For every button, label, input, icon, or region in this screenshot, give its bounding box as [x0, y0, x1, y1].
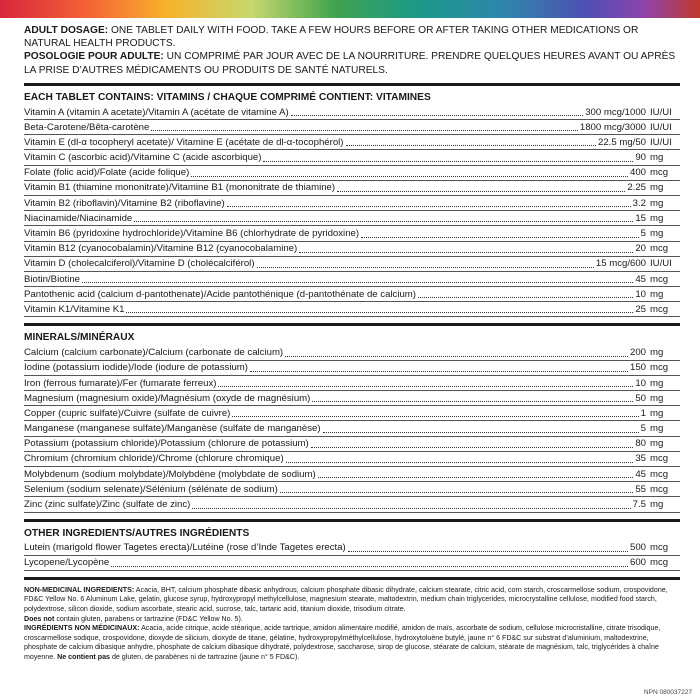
- leader-dots: [218, 386, 633, 387]
- ingredient-amount: 200: [629, 347, 646, 359]
- ingredient-unit: mcg: [650, 468, 669, 480]
- ingredient-name: Molybdenum (sodium molybdate)/Molybdène (molybdate de sodium): [24, 468, 316, 480]
- ingredient-name: Manganese (manganese sulfate)/Manganèse (sulfate de manganèse): [24, 423, 321, 435]
- ingredient-unit: mg: [650, 228, 664, 239]
- ingredient-name: Vitamin A (vitamin A acetate)/Vitamin A (acétate de vitamine A): [24, 106, 289, 118]
- ingredient-row: [24, 302, 680, 317]
- leader-dots: [286, 462, 634, 463]
- adult-dosage: [24, 24, 680, 50]
- ingredient-unit: mcg: [650, 453, 669, 465]
- ingredient-row: [24, 556, 680, 571]
- ingredient-name: Zinc (zinc sulfate)/Zinc (sulfate de zinc): [24, 499, 191, 510]
- ingredient-name: Vitamin B2 (riboflavin)/Vitamine B2 (riboflavine): [24, 197, 225, 209]
- leader-dots: [82, 282, 633, 283]
- inm-text: Acacia, acide citrique, acide stéarique, acide tartrique, amidon alimentaire modifié, amidon de maïs, ascorbate de sodium, cellulose microcristalline, citrate trisodique, croscarmellose sodique, crospovidone, dioxyde de silicium, dioxyde de titane, gélatine, hydroxypropylméthylcellulose, hydroxytoluène butylé, jaune n° 6 FD&C sur substrat d’aluminium, maltodextrine, phosphate de calcium dibasique anhydre, phosphate de calcium dibasique dihydraté, polydextrose, saccharose, sirop de glucose, stéarate de calcium, stéarate de magnésium, talc, triglycérides à chaîne moyenne.: [24, 624, 661, 662]
- ingredient-row: [24, 226, 680, 241]
- leader-dots: [291, 115, 584, 116]
- free-text: contain gluten, parabens or tartrazine (FD&C Yellow No. 5).: [54, 614, 243, 623]
- ingredient-name: Folate (folic acid)/Folate (acide folique): [24, 167, 190, 179]
- ingredient-unit: mg: [650, 197, 664, 209]
- ingredient-row: [24, 135, 680, 150]
- ingredient-amount: 7.5: [632, 499, 646, 510]
- leader-dots: [126, 312, 633, 313]
- ingredient-amount: 5: [640, 423, 646, 435]
- ingredient-amount: 10: [635, 288, 646, 300]
- ingredient-amount: 600: [629, 557, 646, 569]
- leader-dots: [285, 356, 628, 357]
- leader-dots: [250, 371, 628, 372]
- ingredient-name: Vitamin B1 (thiamine mononitrate)/Vitamine B1 (mononitrate de thiamine): [24, 182, 336, 194]
- ingredient-row: [24, 272, 680, 287]
- non-medicinal-ingredients: [24, 586, 680, 663]
- ingredient-row: [24, 421, 680, 436]
- ingredient-name: Vitamin E (dl-α tocopheryl acetate)/ Vitamine E (acétate de dl-α-tocophérol): [24, 136, 344, 148]
- ingredient-row: [24, 497, 680, 512]
- leader-dots: [348, 551, 628, 552]
- nmi-text: Acacia, BHT, calcium phosphate dibasic anhydrous, calcium phosphate dibasic dihydrate, calcium stearate, citric acid, corn starch, croscarmellose sodium, crospovidone, FD&C Yellow No. 6 Aluminum Lake, gelatin, glucose syrup, hydroxypropyl methylcellulose, magnesium stearate, maltodextrin, medium chain triglycerides, microcrystalline cellulose, modified food starch, polydextrose, silicon dioxide, sodium ascorbate, stearic acid, sucrose, talc, tartaric acid, titanium dioxide, trisodium citrate.: [24, 585, 668, 614]
- ingredient-amount: 45: [635, 468, 646, 480]
- ingredient-row: [24, 452, 680, 467]
- ingredient-name: Vitamin K1/Vitamine K1: [24, 303, 125, 315]
- divider: [24, 519, 680, 522]
- ingredient-row: [24, 211, 680, 226]
- ingredient-name: Beta-Carotene/Bêta-carotène: [24, 121, 150, 133]
- vitamins-table: [24, 105, 680, 318]
- ingredient-row: [24, 196, 680, 211]
- ingredient-unit: mg: [650, 392, 664, 404]
- ingredient-unit: mcg: [650, 557, 669, 569]
- ingredient-amount: 400: [629, 167, 646, 179]
- ingredient-unit: IU/UI: [650, 258, 672, 270]
- ingredient-name: Magnesium (magnesium oxide)/Magnésium (oxyde de magnésium): [24, 392, 311, 404]
- ingredient-row: [24, 541, 680, 556]
- leader-dots: [280, 492, 633, 493]
- leader-dots: [299, 252, 633, 253]
- leader-dots: [257, 267, 594, 268]
- divider: [24, 83, 680, 86]
- ingredient-name: Biotin/Biotine: [24, 273, 80, 285]
- ingredient-row: [24, 467, 680, 482]
- leader-dots: [134, 221, 633, 222]
- ingredient-name: Selenium (sodium selenate)/Sélénium (sélénate de sodium): [24, 483, 278, 495]
- ingredient-name: Potassium (potassium chloride)/Potassium (chlorure de potassium): [24, 438, 309, 450]
- ingredient-amount: 45: [635, 273, 646, 285]
- nmi-label: NON-MEDICINAL INGREDIENTS:: [24, 585, 135, 594]
- dosage-en-label: ADULT DOSAGE:: [24, 25, 109, 36]
- ingredient-amount: 80: [635, 438, 646, 450]
- leader-dots: [311, 447, 634, 448]
- ingredient-unit: mg: [650, 152, 664, 164]
- inm-label: INGRÉDIENTS NON MÉDICINAUX:: [24, 624, 140, 633]
- leader-dots: [346, 145, 596, 146]
- ingredient-name: Vitamin D (cholecalciferol)/Vitamine D (cholécalciférol): [24, 258, 255, 270]
- ingredient-name: Pantothenic acid (calcium d-pantothenate)/Acide pantothénique (d-pantothénate de calcium): [24, 288, 416, 300]
- ingredient-unit: mcg: [650, 243, 669, 255]
- leader-dots: [361, 237, 639, 238]
- free-label: Does not: [24, 614, 55, 623]
- ingredient-name: Copper (cupric sulfate)/Cuivre (sulfate de cuivre): [24, 407, 231, 419]
- ingredient-amount: 10: [635, 377, 646, 389]
- ingredient-row: [24, 361, 680, 376]
- ingredient-name: Lutein (marigold flower Tagetes erecta)/Lutéine (rose d’Inde Tagetes erecta): [24, 542, 346, 554]
- ingredient-unit: mg: [650, 347, 664, 359]
- minerals-title: MINERALS/MINÉRAUX: [24, 332, 135, 344]
- ingredient-row: [24, 105, 680, 120]
- ingredient-name: Calcium (calcium carbonate)/Calcium (carbonate de calcium): [24, 347, 284, 359]
- leader-dots: [337, 191, 625, 192]
- ingredient-unit: mcg: [650, 303, 669, 315]
- ingredient-amount: 150: [629, 362, 646, 374]
- ingredient-name: Lycopene/Lycopène: [24, 557, 110, 569]
- minerals-table: [24, 345, 680, 512]
- leader-dots: [312, 401, 633, 402]
- divider: [24, 323, 680, 326]
- leader-dots: [263, 161, 633, 162]
- ingredient-row: [24, 166, 680, 181]
- ingredient-amount: 15 mcg/600: [595, 258, 646, 270]
- dosage-fr-text: UN COMPRIMÉ PAR JOUR AVEC DE LA NOURRITURE. PRENDRE QUELQUES HEURES AVANT OU APRÈS LA PRISE D’AUTRES MÉDICAMENTS OU PRODUITS DE SANTÉ NATURELS.: [24, 51, 676, 76]
- ingredient-row: [24, 345, 680, 360]
- ingredient-unit: mg: [650, 438, 664, 450]
- ingredient-amount: 22.5 mg/50: [597, 136, 646, 148]
- ingredient-unit: mg: [650, 423, 664, 435]
- ingredient-unit: mg: [650, 407, 664, 419]
- ingredient-amount: 90: [635, 152, 646, 164]
- ingredient-row: [24, 406, 680, 421]
- ingredient-row: [24, 181, 680, 196]
- ingredient-unit: mg: [650, 212, 664, 224]
- ingredient-name: Niacinamide/Niacinamide: [24, 212, 133, 224]
- leader-dots: [418, 297, 633, 298]
- ingredient-amount: 50: [635, 392, 646, 404]
- label-panel: [24, 24, 680, 663]
- ingredient-row: [24, 242, 680, 257]
- ingredient-unit: IU/UI: [650, 136, 672, 148]
- ingredient-amount: 55: [635, 483, 646, 495]
- ingredient-row: [24, 257, 680, 272]
- ingredient-unit: mcg: [650, 362, 669, 374]
- ingredient-row: [24, 437, 680, 452]
- leader-dots: [318, 477, 634, 478]
- ingredient-name: Iron (ferrous fumarate)/Fer (fumarate ferreux): [24, 377, 217, 389]
- ingredient-name: Vitamin B6 (pyridoxine hydrochloride)/Vitamine B6 (chlorhydrate de pyridoxine): [24, 228, 360, 239]
- ingredient-name: Iodine (potassium iodide)/Iode (iodure de potassium): [24, 362, 248, 374]
- ingredient-name: Vitamin C (ascorbic acid)/Vitamine C (acide ascorbique): [24, 152, 262, 164]
- ingredient-amount: 2.25: [627, 182, 646, 194]
- nc-label: Ne contient pas: [57, 653, 110, 662]
- other-title: OTHER INGREDIENTS/AUTRES INGRÉDIENTS: [24, 527, 250, 539]
- ingredient-amount: 500: [629, 542, 646, 554]
- npn-number: NPN 080037227: [643, 689, 692, 696]
- dosage-fr-label: POSOLOGIE POUR ADULTE:: [24, 51, 164, 63]
- ingredient-row: [24, 120, 680, 135]
- ingredient-amount: 300 mcg/1000: [585, 106, 646, 118]
- ingredient-unit: IU/UI: [650, 121, 672, 133]
- ingredient-name: Chromium (chromium chloride)/Chrome (chlorure chromique): [24, 453, 284, 465]
- dosage-en-text: ONE TABLET DAILY WITH FOOD. TAKE A FEW HOURS BEFORE OR AFTER TAKING OTHER MEDICATIONS OR NATURAL HEALTH PRODUCTS.: [24, 25, 639, 50]
- ingredient-row: [24, 391, 680, 406]
- ingredient-unit: mcg: [650, 167, 669, 179]
- ingredient-unit: mg: [650, 288, 664, 300]
- vitamins-title: EACH TABLET CONTAINS: VITAMINS / CHAQUE COMPRIMÉ CONTIENT: VITAMINES: [24, 91, 431, 103]
- leader-dots: [323, 432, 639, 433]
- leader-dots: [192, 508, 630, 509]
- ingredient-unit: mg: [650, 182, 664, 194]
- ingredient-unit: mcg: [650, 273, 669, 285]
- ingredient-amount: 15: [635, 212, 646, 224]
- ingredient-unit: mcg: [650, 483, 669, 495]
- ingredient-amount: 35: [635, 453, 646, 465]
- leader-dots: [191, 176, 628, 177]
- ingredient-row: [24, 287, 680, 302]
- leader-dots: [111, 566, 628, 567]
- ingredient-unit: IU/UI: [650, 106, 672, 118]
- ingredient-unit: mcg: [650, 542, 669, 554]
- leader-dots: [227, 206, 631, 207]
- ingredient-name: Vitamin B12 (cyanocobalamin)/Vitamine B12 (cyanocobalamine): [24, 243, 298, 255]
- ingredient-amount: 5: [640, 228, 646, 239]
- leader-dots: [232, 416, 638, 417]
- ingredient-row: [24, 482, 680, 497]
- rainbow-banner: [0, 0, 700, 18]
- ingredient-amount: 3.2: [632, 197, 646, 209]
- ingredient-amount: 1800 mcg/3000: [579, 121, 646, 133]
- divider: [24, 577, 680, 580]
- ingredient-row: [24, 376, 680, 391]
- ingredient-row: [24, 150, 680, 165]
- other-ingredients-table: [24, 541, 680, 571]
- leader-dots: [151, 130, 578, 131]
- ingredient-unit: mg: [650, 377, 664, 389]
- posologie: [24, 50, 680, 76]
- ingredient-unit: mg: [650, 499, 664, 510]
- ingredient-amount: 25: [635, 303, 646, 315]
- ingredient-amount: 20: [635, 243, 646, 255]
- nc-text: de gluten, de parabènes ni de tartrazine (jaune n° 5 FD&C).: [109, 653, 300, 662]
- ingredient-amount: 1: [640, 407, 646, 419]
